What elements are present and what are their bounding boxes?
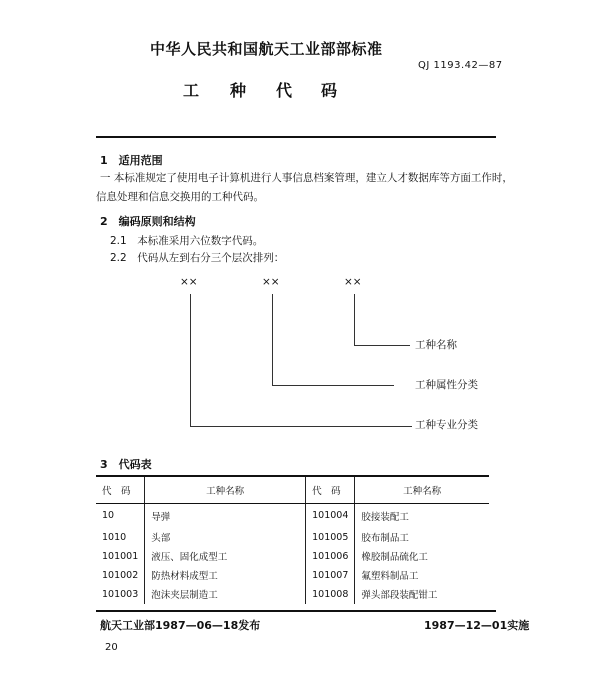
connector-line [190, 294, 191, 427]
table-row [96, 585, 489, 604]
code-cell: 101007 [306, 566, 355, 585]
standard-number: QJ 1193.42—87 [418, 60, 503, 71]
job-name-cell: 导弹 [145, 504, 306, 528]
job-name-cell: 弹头部段装配钳工 [355, 585, 489, 604]
job-name-cell: 氟塑料制品工 [355, 566, 489, 585]
job-name-cell: 头部 [145, 528, 306, 547]
code-cell: 101001 [102, 550, 139, 562]
title-char: 工 [183, 81, 200, 100]
connector-line [354, 294, 355, 346]
column-header: 代 码 [96, 476, 145, 504]
code-cell: 101006 [306, 547, 355, 566]
effective-date: 1987—12—01实施 [424, 619, 530, 632]
issuing-organization: 中华人民共和国航天工业部部标准 [150, 40, 383, 58]
column-header: 工种名称 [355, 476, 489, 504]
paragraph-line: 2.2 代码从左到右分三个层次排列： [110, 252, 285, 264]
title-char: 码 [321, 81, 338, 100]
label-job-major-class: 工种专业分类 [415, 419, 478, 431]
code-cell: 10 [102, 510, 115, 522]
section-heading: 3 代码表 [100, 458, 152, 471]
paragraph-line: 2.1 本标准采用六位数字代码。 [110, 235, 264, 247]
section-heading: 2 编码原则和结构 [100, 215, 196, 228]
code-cell: 101003 [102, 588, 139, 600]
column-header: 工种名称 [145, 476, 306, 504]
job-name-cell: 橡胶制品硫化工 [355, 547, 489, 566]
table-row [96, 547, 489, 566]
digit-group-mark: ×× [262, 276, 280, 288]
table-header-row [96, 476, 489, 504]
connector-line [272, 385, 394, 386]
table-row [96, 528, 489, 547]
connector-line [190, 426, 412, 427]
paragraph-line: 一 本标准规定了使用电子计算机进行人事信息档案管理，建立人才数据库等方面工作时， [100, 172, 513, 184]
header-divider [96, 136, 496, 138]
section-heading: 1 适用范围 [100, 154, 163, 167]
page-number: 20 [105, 642, 118, 653]
label-job-attribute-class: 工种属性分类 [415, 379, 478, 391]
job-name-cell: 泡沫夹层制造工 [145, 585, 306, 604]
job-name-cell: 胶布制品工 [355, 528, 489, 547]
digit-group-mark: ×× [344, 276, 362, 288]
code-cell: 1010 [102, 531, 127, 543]
column-header: 代 码 [306, 476, 355, 504]
footer-divider [96, 610, 496, 612]
code-cell: 101005 [306, 528, 355, 547]
label-job-name: 工种名称 [415, 339, 457, 351]
paragraph-line: 信息处理和信息交换用的工种代码。 [96, 191, 264, 203]
connector-line [272, 294, 273, 386]
code-cell: 101002 [102, 569, 139, 581]
code-cell: 101008 [306, 585, 355, 604]
code-table [96, 475, 489, 604]
connector-line [354, 345, 410, 346]
title-char: 种 [230, 81, 247, 100]
job-name-cell: 液压、固化成型工 [145, 547, 306, 566]
issue-date: 航天工业部1987—06—18发布 [100, 619, 261, 632]
table-row [96, 566, 489, 585]
code-cell: 101004 [306, 504, 355, 528]
title-char: 代 [276, 81, 293, 100]
job-name-cell: 胶接装配工 [355, 504, 489, 528]
job-name-cell: 防热材料成型工 [145, 566, 306, 585]
table-row [96, 504, 489, 528]
digit-group-mark: ×× [180, 276, 198, 288]
